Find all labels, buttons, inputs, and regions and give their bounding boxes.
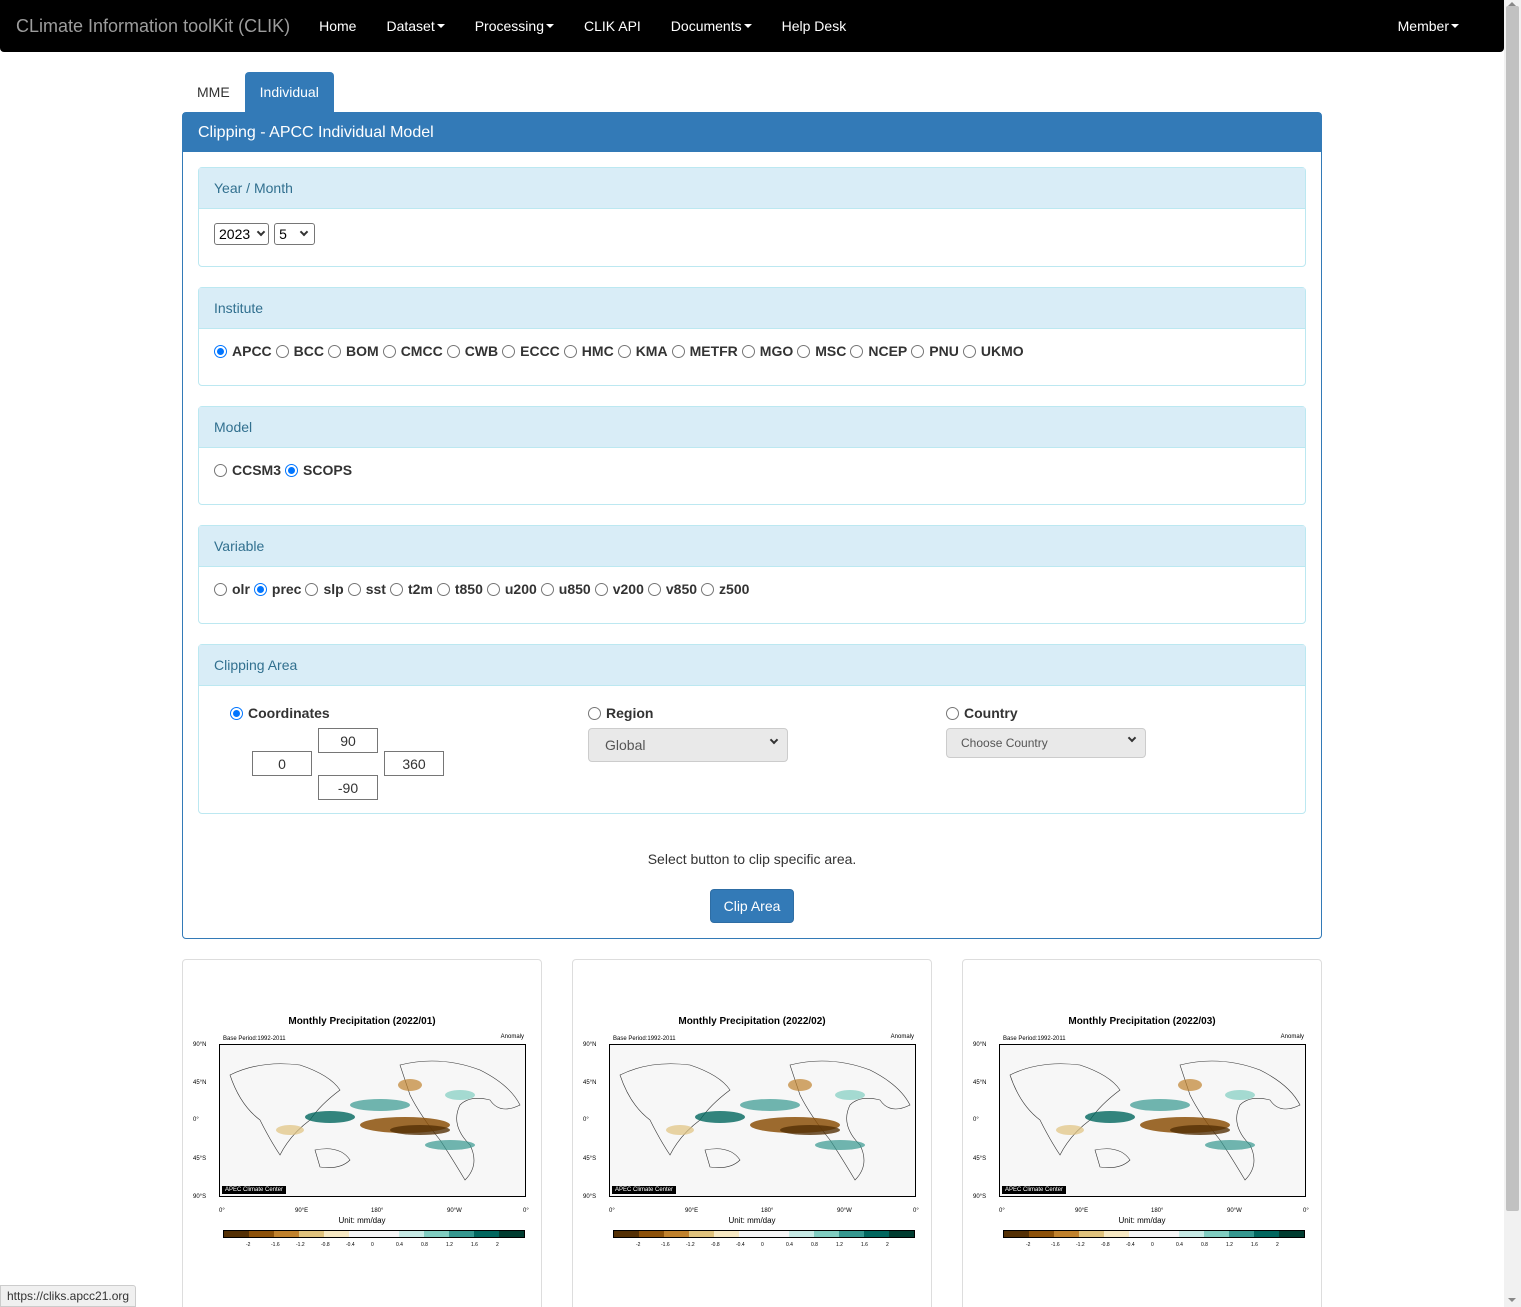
colorbar-tick-label: 1.2	[836, 1242, 843, 1248]
month-value: 5	[279, 226, 287, 242]
coordinates-label: Coordinates	[248, 705, 330, 721]
clipping-area-heading: Clipping Area	[199, 645, 1305, 686]
model-radio-group	[199, 448, 1305, 492]
precip-map-card	[962, 959, 1322, 1307]
colorbar-tick-label: 2	[886, 1242, 889, 1248]
country-option[interactable]	[946, 705, 1018, 721]
region-label: Region	[606, 705, 654, 721]
colorbar-tick-label: -1.2	[686, 1242, 695, 1248]
latitude-label: 90°N	[973, 1042, 987, 1048]
institute-option-metfr[interactable]	[672, 343, 738, 359]
colorbar-tick-label: 1.6	[861, 1242, 868, 1248]
map-title: Monthly Precipitation (2022/02)	[678, 1016, 826, 1027]
colorbar-swatch	[424, 1231, 449, 1237]
scroll-down-icon[interactable]	[1508, 1298, 1516, 1302]
variable-section	[198, 525, 1306, 624]
colorbar-swatch	[1079, 1231, 1104, 1237]
latitude-label: 0°	[973, 1117, 979, 1123]
colorbar-tick-label: 0	[371, 1242, 374, 1248]
variable-option-t2m[interactable]	[390, 581, 433, 597]
latitude-label: 0°	[193, 1117, 199, 1123]
colorbar-swatch	[1204, 1231, 1229, 1237]
institute-radio[interactable]	[214, 345, 227, 358]
institute-label: CWB	[464, 343, 499, 359]
institute-option-ukmo[interactable]	[963, 343, 1024, 359]
institute-option-msc[interactable]	[797, 343, 846, 359]
variable-radio[interactable]	[305, 583, 318, 596]
apec-credit-tag: APEC Climate Center	[612, 1186, 676, 1194]
colorbar-tick-label: -1.6	[661, 1242, 670, 1248]
variable-option-u200[interactable]	[487, 581, 537, 597]
colorbar-tick-label: 0.4	[1176, 1242, 1183, 1248]
region-option[interactable]	[588, 705, 653, 721]
colorbar-swatch	[1154, 1231, 1179, 1237]
unit-label: Unit: mm/day	[1118, 1216, 1166, 1225]
colorbar-tick-label: 0.4	[786, 1242, 793, 1248]
institute-radio[interactable]	[564, 345, 577, 358]
colorbar-swatch	[1179, 1231, 1204, 1237]
variable-label: u850	[558, 581, 591, 597]
coordinates-radio[interactable]	[230, 707, 243, 720]
nav-documents-label: Documents	[670, 18, 742, 34]
institute-radio[interactable]	[447, 345, 460, 358]
east-coordinate-input[interactable]: 360	[384, 751, 444, 776]
institute-label: BOM	[346, 343, 379, 359]
institute-option-hmc[interactable]	[564, 343, 614, 359]
month-select[interactable]	[274, 223, 315, 245]
caret-down-icon	[546, 24, 554, 28]
institute-radio[interactable]	[850, 345, 863, 358]
colorbar-tick-label: -0.4	[736, 1242, 745, 1248]
variable-radio[interactable]	[437, 583, 450, 596]
colorbar-tick-label: -1.6	[1051, 1242, 1060, 1248]
variable-option-u850[interactable]	[541, 581, 591, 597]
variable-radio[interactable]	[487, 583, 500, 596]
colorbar-tick-label: -2	[246, 1242, 251, 1248]
top-navbar	[0, 0, 1504, 52]
year-value: 2023	[219, 226, 251, 242]
longitude-label: 90°W	[837, 1208, 852, 1214]
colorbar-swatch	[1104, 1231, 1129, 1237]
variable-radio[interactable]	[701, 583, 714, 596]
colorbar-swatch	[324, 1231, 349, 1237]
institute-label: BCC	[293, 343, 325, 359]
nav-member-label: Member	[1397, 18, 1449, 34]
colorbar-tick-label: -2	[1026, 1242, 1031, 1248]
institute-option-bcc[interactable]	[276, 343, 324, 359]
institute-label: NCEP	[868, 343, 908, 359]
west-coordinate-input[interactable]: 0	[252, 751, 312, 776]
colorbar-tick-label: 1.6	[471, 1242, 478, 1248]
map-title: Monthly Precipitation (2022/03)	[1068, 1016, 1216, 1027]
caret-down-icon	[437, 24, 445, 28]
colorbar-tick-label: -2	[636, 1242, 641, 1248]
colorbar-tick-label: 0	[1151, 1242, 1154, 1248]
world-map-image	[609, 1044, 916, 1197]
region-value: Global	[605, 737, 646, 753]
institute-radio[interactable]	[742, 345, 755, 358]
colorbar-tick-label: -0.8	[1101, 1242, 1110, 1248]
colorbar-legend	[613, 1230, 915, 1238]
institute-label: KMA	[635, 343, 668, 359]
variable-option-slp[interactable]	[305, 581, 343, 597]
nav-home[interactable]: Home	[319, 18, 357, 34]
institute-radio[interactable]	[963, 345, 976, 358]
world-map-image	[219, 1044, 526, 1197]
institute-heading: Institute	[199, 288, 1305, 329]
latitude-label: 45°S	[193, 1156, 207, 1162]
colorbar-tick-label: 0	[761, 1242, 764, 1248]
nav-help-desk[interactable]: Help Desk	[781, 18, 847, 34]
colorbar-legend	[223, 1230, 525, 1238]
model-section	[198, 406, 1306, 505]
model-radio[interactable]	[214, 464, 227, 477]
colorbar-tick-label: -1.2	[1076, 1242, 1085, 1248]
precip-anomaly-svg	[610, 1045, 915, 1196]
chevron-down-icon	[770, 736, 778, 744]
colorbar-swatch	[1054, 1231, 1079, 1237]
variable-label: v850	[665, 581, 698, 597]
colorbar-tick-label: 0.8	[811, 1242, 818, 1248]
institute-option-cmcc[interactable]	[383, 343, 443, 359]
colorbar-tick-label: -1.6	[271, 1242, 280, 1248]
institute-label: ECCC	[520, 343, 560, 359]
institute-radio[interactable]	[276, 345, 289, 358]
brand-title[interactable]: CLimate Information toolKit (CLIK)	[16, 15, 291, 36]
colorbar-tick-label: -0.4	[1126, 1242, 1135, 1248]
region-radio[interactable]	[588, 707, 601, 720]
longitude-label: 90°W	[1227, 1208, 1242, 1214]
longitude-label: 90°E	[295, 1208, 309, 1214]
institute-section	[198, 287, 1306, 386]
latitude-label: 0°	[583, 1117, 589, 1123]
colorbar-swatch	[764, 1231, 789, 1237]
nav-documents[interactable]	[656, 0, 767, 52]
institute-label: MSC	[815, 343, 847, 359]
colorbar-swatch	[789, 1231, 814, 1237]
model-label: CCSM3	[232, 462, 282, 478]
tab-individual[interactable]: Individual	[245, 72, 334, 112]
institute-label: CMCC	[400, 343, 443, 359]
apec-credit-tag: APEC Climate Center	[1002, 1186, 1066, 1194]
variable-option-v200[interactable]	[595, 581, 644, 597]
institute-option-ncep[interactable]	[850, 343, 907, 359]
latitude-label: 90°S	[583, 1194, 597, 1200]
institute-label: APCC	[232, 343, 272, 359]
institute-label: PNU	[929, 343, 959, 359]
world-map-image	[999, 1044, 1306, 1197]
longitude-label: 0°	[219, 1208, 225, 1214]
institute-radio[interactable]	[618, 345, 631, 358]
chevron-down-icon	[257, 228, 265, 236]
institute-option-kma[interactable]	[618, 343, 668, 359]
model-radio[interactable]	[285, 464, 298, 477]
colorbar-swatch	[274, 1231, 299, 1237]
nav-dataset[interactable]	[371, 0, 459, 52]
institute-label: MGO	[759, 343, 794, 359]
variable-label: t2m	[407, 581, 433, 597]
longitude-label: 0°	[1303, 1208, 1309, 1214]
variable-heading: Variable	[199, 526, 1305, 567]
longitude-label: 90°E	[1075, 1208, 1089, 1214]
colorbar-legend	[1003, 1230, 1305, 1238]
institute-radio[interactable]	[911, 345, 924, 358]
caret-down-icon	[744, 24, 752, 28]
latitude-label: 90°N	[583, 1042, 597, 1048]
clipping-panel	[182, 112, 1322, 939]
colorbar-swatch	[664, 1231, 689, 1237]
colorbar-swatch	[689, 1231, 714, 1237]
institute-label: UKMO	[980, 343, 1024, 359]
variable-radio-group	[199, 567, 1305, 611]
institute-option-pnu[interactable]	[911, 343, 959, 359]
colorbar-swatch	[639, 1231, 664, 1237]
variable-label: z500	[719, 581, 750, 597]
nav-dataset-label: Dataset	[386, 18, 435, 34]
colorbar-tick-label: 1.2	[1226, 1242, 1233, 1248]
region-select[interactable]	[588, 728, 788, 762]
variable-label: v200	[612, 581, 644, 597]
longitude-label: 0°	[999, 1208, 1005, 1214]
nav-processing-label: Processing	[474, 18, 544, 34]
institute-radio[interactable]	[672, 345, 685, 358]
colorbar-tick-label: -0.8	[711, 1242, 720, 1248]
longitude-label: 90°E	[685, 1208, 699, 1214]
colorbar-swatch	[499, 1231, 524, 1237]
colorbar-tick-label: -0.4	[346, 1242, 355, 1248]
latitude-label: 45°N	[973, 1080, 987, 1086]
colorbar-swatch	[1004, 1231, 1029, 1237]
institute-option-cwb[interactable]	[447, 343, 498, 359]
colorbar-tick-label: 0.4	[396, 1242, 403, 1248]
colorbar-swatch	[1229, 1231, 1254, 1237]
latitude-label: 45°S	[583, 1156, 597, 1162]
colorbar-swatch	[249, 1231, 274, 1237]
tab-mme[interactable]: MME	[197, 84, 230, 100]
longitude-label: 180°	[761, 1208, 774, 1214]
institute-radio[interactable]	[502, 345, 515, 358]
latitude-label: 90°S	[973, 1194, 987, 1200]
base-period-label: Base Period:1992-2011	[223, 1036, 286, 1042]
colorbar-swatch	[224, 1231, 249, 1237]
colorbar-tick-label: 2	[1276, 1242, 1279, 1248]
colorbar-tick-label: 0.8	[421, 1242, 428, 1248]
panel-title: Clipping - APCC Individual Model	[183, 113, 1321, 152]
country-radio[interactable]	[946, 707, 959, 720]
apec-credit-tag: APEC Climate Center	[222, 1186, 286, 1194]
variable-option-v850[interactable]	[648, 581, 697, 597]
institute-label: HMC	[581, 343, 614, 359]
colorbar-swatch	[474, 1231, 499, 1237]
variable-label: u200	[504, 581, 537, 597]
latitude-label: 90°S	[193, 1194, 207, 1200]
model-label: SCOPS	[303, 462, 353, 478]
longitude-label: 0°	[609, 1208, 615, 1214]
variable-radio[interactable]	[541, 583, 554, 596]
precip-anomaly-svg	[1000, 1045, 1305, 1196]
colorbar-swatch	[714, 1231, 739, 1237]
country-label: Country	[964, 705, 1018, 721]
unit-label: Unit: mm/day	[728, 1216, 776, 1225]
institute-option-eccc[interactable]	[502, 343, 560, 359]
variable-label: prec	[271, 581, 302, 597]
colorbar-tick-label: 1.6	[1251, 1242, 1258, 1248]
variable-label: slp	[323, 581, 344, 597]
variable-radio[interactable]	[348, 583, 361, 596]
scroll-up-icon[interactable]	[1508, 2, 1516, 6]
variable-radio[interactable]	[254, 583, 267, 596]
colorbar-swatch	[449, 1231, 474, 1237]
clip-area-button[interactable]: Clip Area	[710, 889, 794, 923]
colorbar-swatch	[349, 1231, 374, 1237]
precip-map-card	[182, 959, 542, 1307]
institute-radio-group	[199, 329, 1305, 373]
year-select[interactable]	[214, 223, 269, 245]
country-placeholder: Choose Country	[961, 736, 1048, 750]
colorbar-tick-label: 0.8	[1201, 1242, 1208, 1248]
institute-radio[interactable]	[797, 345, 810, 358]
colorbar-swatch	[1254, 1231, 1279, 1237]
colorbar-tick-label: -0.8	[321, 1242, 330, 1248]
latitude-label: 90°N	[193, 1042, 207, 1048]
caret-down-icon	[1451, 24, 1459, 28]
colorbar-swatch	[739, 1231, 764, 1237]
latitude-label: 45°N	[583, 1080, 597, 1086]
longitude-label: 180°	[1151, 1208, 1164, 1214]
base-period-label: Base Period:1992-2011	[613, 1036, 676, 1042]
colorbar-swatch	[814, 1231, 839, 1237]
longitude-label: 90°W	[447, 1208, 462, 1214]
variable-label: olr	[232, 581, 250, 597]
colorbar-swatch	[1029, 1231, 1054, 1237]
year-month-section	[198, 167, 1306, 267]
variable-label: t850	[454, 581, 483, 597]
colorbar-tick-label: -1.2	[296, 1242, 305, 1248]
variable-radio[interactable]	[214, 583, 227, 596]
colorbar-swatch	[614, 1231, 639, 1237]
variable-label: sst	[365, 581, 386, 597]
model-heading: Model	[199, 407, 1305, 448]
anomaly-label: Anomaly	[1280, 1034, 1304, 1040]
anomaly-label: Anomaly	[890, 1034, 914, 1040]
base-period-label: Base Period:1992-2011	[1003, 1036, 1066, 1042]
chevron-down-icon	[1128, 734, 1136, 742]
colorbar-tick-label: 2	[496, 1242, 499, 1248]
colorbar-swatch	[839, 1231, 864, 1237]
variable-option-olr[interactable]	[214, 581, 250, 597]
institute-label: METFR	[689, 343, 738, 359]
institute-radio[interactable]	[328, 345, 341, 358]
colorbar-swatch	[299, 1231, 324, 1237]
model-option-scops[interactable]	[285, 462, 352, 478]
anomaly-label: Anomaly	[500, 1034, 524, 1040]
longitude-label: 180°	[371, 1208, 384, 1214]
variable-option-z500[interactable]	[701, 581, 749, 597]
institute-option-apcc[interactable]	[214, 343, 272, 359]
precip-map-card	[572, 959, 932, 1307]
nav-member[interactable]	[1383, 0, 1474, 52]
colorbar-swatch	[1279, 1231, 1304, 1237]
colorbar-swatch	[399, 1231, 424, 1237]
institute-option-bom[interactable]	[328, 343, 379, 359]
model-option-ccsm3[interactable]	[214, 462, 281, 478]
colorbar-swatch	[889, 1231, 914, 1237]
colorbar-swatch	[374, 1231, 399, 1237]
south-coordinate-input[interactable]: -90	[318, 775, 378, 800]
north-coordinate-input[interactable]: 90	[318, 728, 378, 753]
clip-hint-text: Select button to clip specific area.	[647, 851, 857, 867]
mode-tabs	[182, 72, 334, 112]
nav-clik-api[interactable]: CLIK API	[583, 18, 641, 34]
longitude-label: 0°	[523, 1208, 529, 1214]
variable-option-t850[interactable]	[437, 581, 483, 597]
latitude-label: 45°N	[193, 1080, 207, 1086]
scrollbar-thumb[interactable]	[1506, 6, 1519, 1211]
nav-processing[interactable]	[460, 0, 569, 52]
colorbar-swatch	[1129, 1231, 1154, 1237]
variable-option-prec[interactable]	[254, 581, 302, 597]
map-title: Monthly Precipitation (2022/01)	[288, 1016, 436, 1027]
coordinates-option[interactable]	[230, 705, 330, 721]
unit-label: Unit: mm/day	[338, 1216, 386, 1225]
precip-anomaly-svg	[220, 1045, 525, 1196]
variable-radio[interactable]	[390, 583, 403, 596]
institute-radio[interactable]	[383, 345, 396, 358]
institute-option-mgo[interactable]	[742, 343, 793, 359]
country-select[interactable]	[946, 728, 1146, 758]
clipping-area-section	[198, 644, 1306, 814]
variable-radio[interactable]	[648, 583, 661, 596]
latitude-label: 45°S	[973, 1156, 987, 1162]
status-bar-url: https://cliks.apcc21.org	[0, 1285, 136, 1307]
variable-radio[interactable]	[595, 583, 608, 596]
colorbar-tick-label: 1.2	[446, 1242, 453, 1248]
variable-option-sst[interactable]	[348, 581, 386, 597]
longitude-label: 0°	[913, 1208, 919, 1214]
year-month-heading: Year / Month	[199, 168, 1305, 209]
colorbar-swatch	[864, 1231, 889, 1237]
chevron-down-icon	[300, 228, 308, 236]
